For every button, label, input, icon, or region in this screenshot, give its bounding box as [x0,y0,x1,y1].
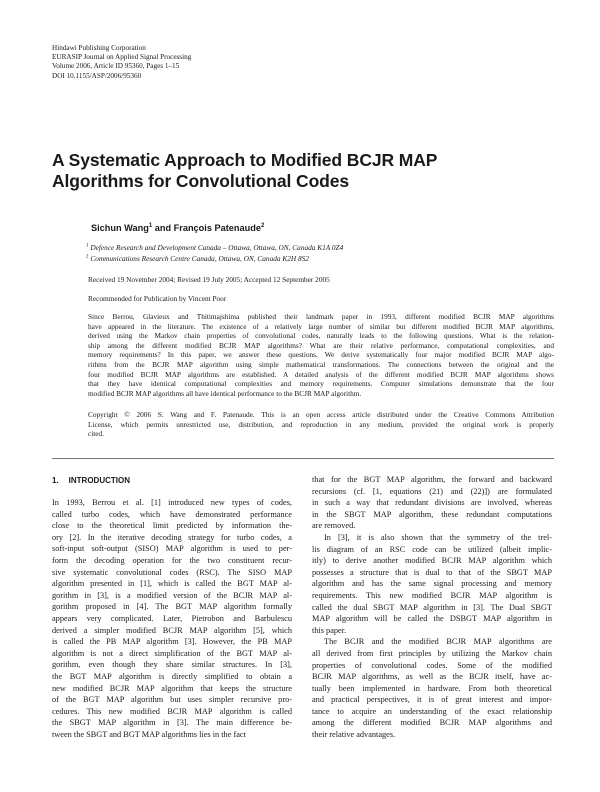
journal-doi: DOI 10.1155/ASP/2006/95360 [52,71,142,80]
copyright-line: License, which permits unrestricted use, distribution, and reproduction in any medium, provided the original work is properly [88,419,554,429]
affil-text: Defence Research and Development Canada – Ottawa, Ottawa, ON, Canada K1A 0Z4 [90,243,344,252]
body-text-line: possesses a structure that is dual to that of the SBGT MAP [312,567,552,577]
section-divider [52,458,554,459]
abstract-line: modified BCJR MAP algorithms all have identical performance to the BCJR MAP algorithm. [88,388,362,398]
body-text-line: cedures. This new modified BCJR MAP algorithm is called [52,706,292,716]
body-text-line: of the BGT MAP algorithm but uses simpler recursive pro- [52,695,292,705]
abstract [88,312,554,398]
body-text-line: ory [2]. In the iterative decoding strategy for turbo codes, a [52,532,292,542]
abstract-line: four modified BCJR MAP algorithms are established. A detailed analysis of the different modified BCJR MAP algorithms shows [88,369,554,379]
body-column-left [52,497,292,740]
body-column-right [312,474,552,741]
body-text-line: itly) to derive another modified BCJR MAP algorithm which [312,556,552,566]
body-text-line: this paper. [312,625,347,635]
section-heading [52,476,130,485]
section-number: 1. [52,476,59,485]
body-text-line: In 1993, Berrou et al. [1] introduced new types of codes, [52,498,292,507]
copyright-line: Copyright © 2006 S. Wang and F. Patenaude. This is an open access article distributed under the Creative Commons Attribution [88,410,554,419]
body-text-line: tually been implemented in hardware. From both theoretical [312,683,552,693]
body-text-line: called the dual SBGT MAP algorithm in [3]. The Dual SBGT [312,602,552,612]
affiliations [86,242,343,264]
paper-title [52,150,522,192]
body-text-line: gorithm in [3], is a modified version of the BCJR MAP al- [52,590,292,600]
author-name: Sichun Wang [91,223,149,233]
author-conjunction: and [152,223,174,233]
affiliation [86,242,343,253]
affil-text: Communications Research Centre Canada, Ottawa, ON, Canada K2H 8S2 [90,254,309,263]
body-text-line: their relative advantages. [312,730,396,740]
affiliation [86,253,343,264]
author-affil-marker: 1 [148,222,153,229]
paper-title-line: A Systematic Approach to Modified BCJR MAP [52,150,438,170]
recommended-by: Recommended for Publication by Vincent Poor [88,294,227,303]
journal-name: EURASIP Journal on Applied Signal Processing [52,53,192,62]
body-text-line: recursions (cf. [1, equations (21) and (22)]) are formulated [312,486,552,496]
abstract-line: rithms from the BCJR MAP algorithm using simple mathematical transformations. The connections between the original and the [88,359,554,369]
author-affil-marker: 2 [260,222,265,229]
abstract-line: memory requirements? In this paper, we answer these questions. We derive systematically four major modified BCJR MAP algo- [88,350,554,360]
body-text-line: among the different modified BCJR MAP algorithms and [312,718,552,728]
body-text-line: requirements. This new modified BCJR MAP algorithm is [312,590,552,600]
section-title: INTRODUCTION [68,476,130,485]
submission-dates: Received 19 November 2004; Revised 19 July 2005; Accepted 12 September 2005 [88,275,330,284]
journal-volume: Volume 2006, Article ID 95360, Pages 1–15 [52,62,180,71]
body-text-line: and practical perspectives, it is of great interest and impor- [312,695,552,705]
body-text-line: tween the SBGT and BGT MAP algorithms lies in the fact [52,729,246,739]
abstract-line: ship among the different modified BCJR MAP algorithms? What are their relative performance, computational complexities, and [88,340,554,350]
body-text-line: that for the BGT MAP algorithm, the forward and backward [312,475,552,484]
body-text-line: The BCJR and the modified BCJR MAP algorithms are [324,637,552,647]
affil-marker: 1 [86,243,89,249]
body-text-line: in such a way that redundant divisions are involved, whereas [312,498,552,508]
body-text-line: tance to acquire an understanding of the exact relationship [312,706,552,716]
body-text-line: all derived from first principles by utilizing the Markov chain [312,648,552,658]
author-list [91,223,264,233]
body-text-line: gorithm proposed in [4]. The BGT MAP algorithm formally [52,602,292,612]
body-text-line: lis diagram of an RSC code can be utilized (albeit implic- [312,544,552,554]
body-text-line: algorithm and has the same signal processing and memory [312,579,552,589]
body-text-line: form the decoding operation for the two constituent recur- [52,555,292,565]
body-text-line: algorithm presented in [1], which is called the BGT MAP al- [52,579,292,589]
body-text-line: are removed. [312,521,356,531]
abstract-line: Since Berrou, Glavieux and Thitimajshima published their landmark paper in 1993, different modified BCJR MAP algorithms [88,312,554,321]
body-text-line: algorithm is not a direct simplification of the BGT MAP al- [52,648,292,658]
body-text-line: close to the theoretical limit predicted by information the- [52,521,292,531]
copyright-line: cited. [88,429,105,439]
author-name: François Patenaude [173,223,261,233]
body-text-line: soft-input soft-output (SISO) MAP algorithm is used to per- [52,544,292,554]
body-text-line: the BGT MAP algorithm is directly simplified to obtain a [52,671,292,681]
copyright-notice [88,410,554,439]
paper-title-line: Algorithms for Convolutional Codes [52,171,350,191]
journal-header [52,44,312,81]
body-text-line: In [3], it is also shown that the symmetry of the trel- [324,532,552,542]
body-text-line: the SBGT MAP algorithm in [3]. The main difference be- [52,718,292,728]
body-text-line: sive systematic convolutional codes (RSC). The SISO MAP [52,567,292,577]
body-text-line: called turbo codes, which have demonstrated performance [52,509,292,519]
body-text-line: MAP algorithm will be called the DSBGT MAP algorithm in [312,614,552,624]
body-text-line: derived a simpler modified BCJR MAP algorithm [5], which [52,625,292,635]
affil-marker: 2 [86,254,89,260]
body-text-line: BCJR MAP algorithms, as well as the BCJR itself, have ac- [312,672,552,682]
body-text-line: in the SBGT MAP algorithm, these redundant computations [312,509,552,519]
body-text-line: is called the PB MAP algorithm [3]. However, the PB MAP [52,637,292,647]
abstract-line: derived using the Markov chain properties of convolutional codes, naturally leads to the following questions. What is the relation- [88,331,554,341]
abstract-line: that they have identical computational complexities and memory requirements. Computer simulations demonstrate that the four [88,379,554,389]
body-text-line: new modified BCJR MAP algorithm that keeps the structure [52,683,292,693]
journal-publisher: Hindawi Publishing Corporation [52,44,146,52]
body-text-line: appears very complicated. Later, Pietrobon and Barbulescu [52,613,292,623]
body-text-line: properties of convolutional codes. Some of the modified [312,660,552,670]
body-text-line: gorithm, even though they share similar structures. In [3], [52,660,292,670]
abstract-line: have appeared in the literature. The existence of a relatively large number of similar but different modified BCJR MAP algorithms, [88,321,554,331]
